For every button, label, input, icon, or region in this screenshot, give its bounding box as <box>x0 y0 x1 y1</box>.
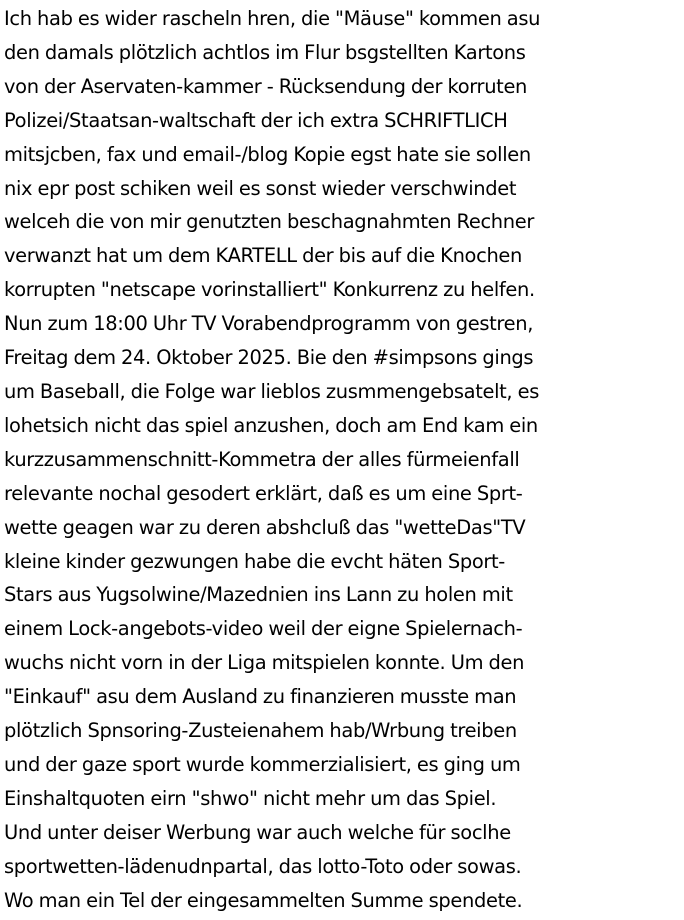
text-line: kleine kinder gezwungen habe die evcht häten Sport- <box>4 549 505 573</box>
text-line: plötzlich Spnsoring-Zusteienahem hab/Wrbung treiben <box>4 719 517 743</box>
text-line: sportwetten-lädenudnpartal, das lotto-Toto oder sowas. <box>4 854 522 878</box>
text-line: wette geagen war zu deren abshcluß das "wetteDas"TV <box>4 515 526 539</box>
text-line: Ich hab es wider rascheln hren, die "Mäuse" kommen asu <box>4 7 541 30</box>
text-line: kurzzusammenschnitt-Kommetra der alles fürmeienfall <box>4 447 520 471</box>
text-line: Einshaltquoten eirn "shwo" nicht mehr um das Spiel. <box>4 786 497 810</box>
text-line: korrupten "netscape vorinstalliert" Konkurrenz zu helfen. <box>4 278 535 302</box>
text-line: und der gaze sport wurde kommerzialisiert, es ging um <box>4 752 521 776</box>
text-line: wuchs nicht vorn in der Liga mitspielen konnte. Um den <box>4 651 525 675</box>
text-line: Und unter deiser Werbung war auch welche für soclhe <box>4 820 511 844</box>
text-line: den damals plötzlich achtlos im Flur bsgstellten Kartons <box>4 40 526 64</box>
document-body <box>4 2 682 917</box>
text-line: "Einkauf" asu dem Ausland zu finanzieren musste man <box>4 685 517 709</box>
text-line: Freitag dem 24. Oktober 2025. Bie den #simpsons gings <box>4 346 534 370</box>
text-line: lohetsich nicht das spiel anzushen, doch am End kam ein <box>4 413 538 437</box>
text-line: nix epr post schiken weil es sonst wieder verschwindet <box>4 176 517 200</box>
text-line: von der Aservaten-kammer - Rücksendung der korruten <box>4 74 528 98</box>
text-line: relevante nochal gesodert erklärt, daß es um eine Sprt- <box>4 481 523 505</box>
text-line: verwanzt hat um dem KARTELL der bis auf die Knochen <box>4 244 523 268</box>
text-line: Nun zum 18:00 Uhr TV Vorabendprogramm von gestren, <box>4 312 534 336</box>
text-line: Polizei/Staatsan-waltschaft der ich extra SCHRIFTLICH <box>4 108 508 132</box>
text-line: welceh die von mir genutzten beschagnahmten Rechner <box>4 210 535 234</box>
text-line: Wo man ein Tel der eingesammelten Summe spendete. <box>4 888 523 912</box>
text-line: um Baseball, die Folge war lieblos zusmmengebsatelt, es <box>4 379 539 403</box>
text-line: Stars aus Yugsolwine/Mazednien ins Lann zu holen mit <box>4 583 513 607</box>
text-line: mitsjcben, fax und email-/blog Kopie egst hate sie sollen <box>4 142 531 166</box>
text-line: einem Lock-angebots-video weil der eigne Spielernach- <box>4 617 523 641</box>
